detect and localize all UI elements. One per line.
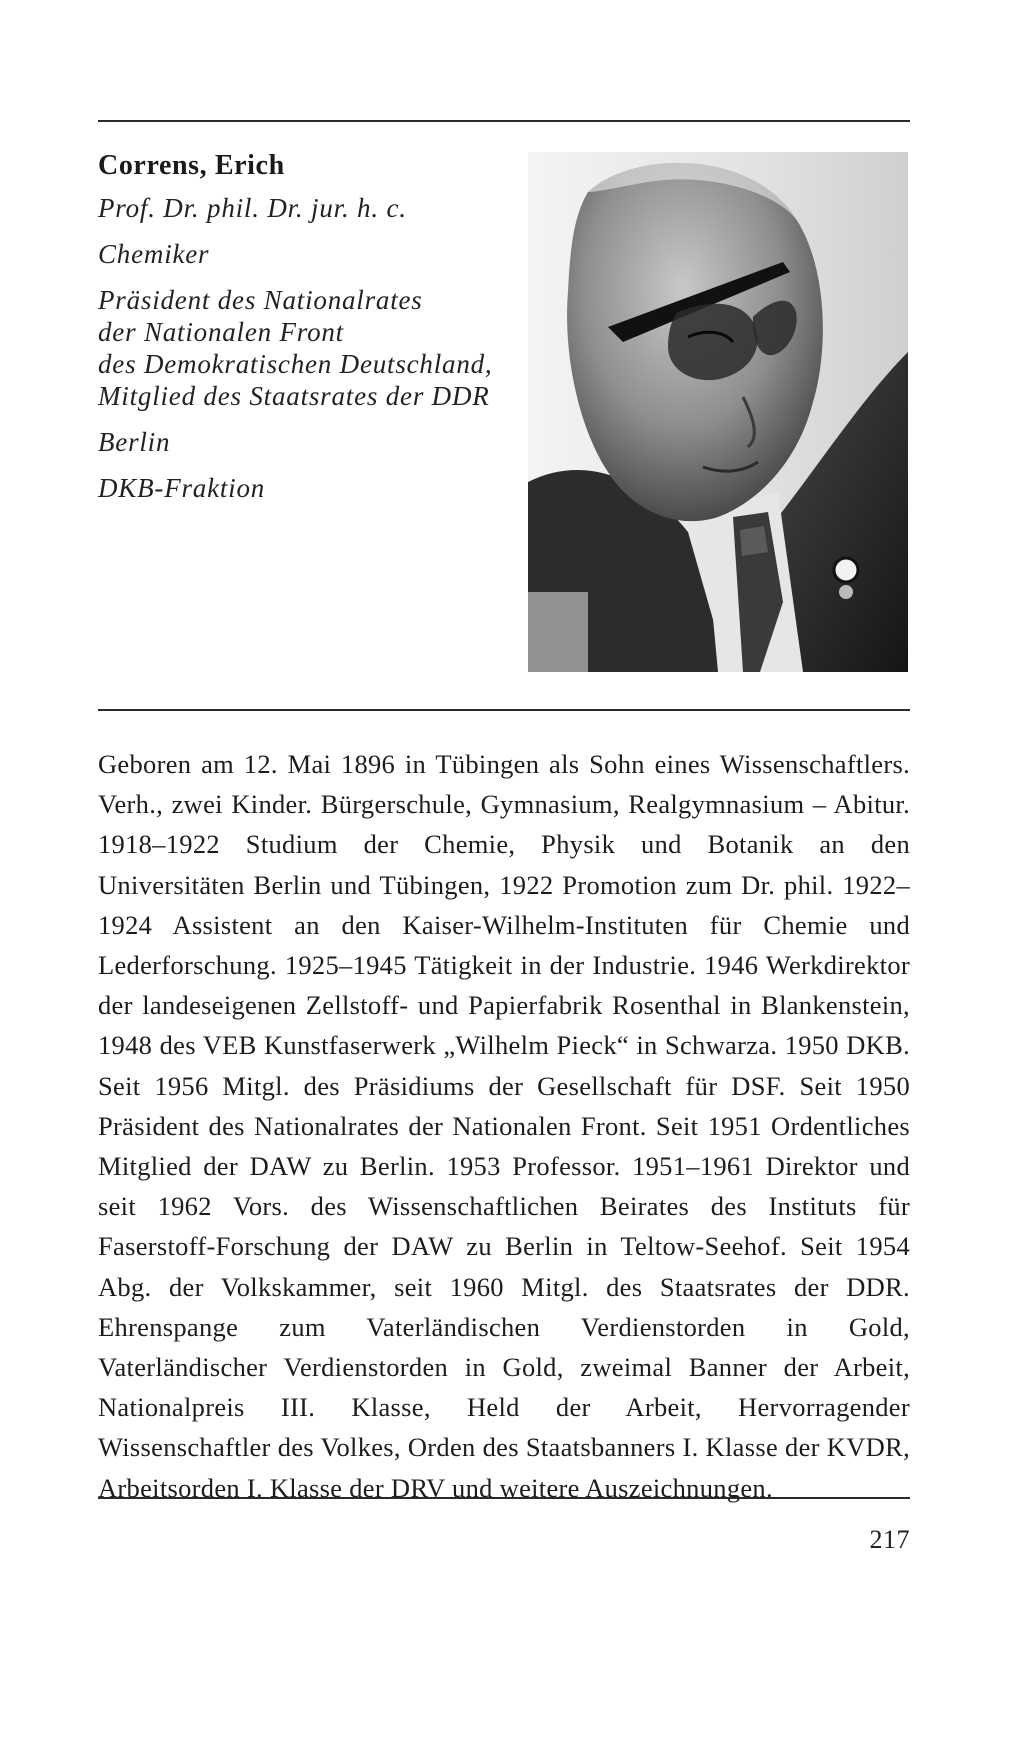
person-name: Correns, Erich (98, 150, 285, 181)
office-line: Präsident des Nationalrates (98, 285, 423, 315)
page-number: 217 (869, 1525, 910, 1554)
section-divider (98, 709, 910, 711)
bottom-divider (98, 1497, 910, 1499)
portrait-photo (528, 152, 908, 672)
biography-text: Geboren am 12. Mai 1896 in Tübingen als Sohn eines Wissenschaftlers. Verh., zwei Kinder. Bürgerschule, Gymnasium, Realgymnasium – Abitur. 1918–1922 Studium der Chemie, Physik und Botanik an den Universitäten Berlin und Tübingen, 1922 Promotion zum Dr. phil. 1922–1924 Assistent an den Kaiser-Wilhelm-Instituten für Chemie und Lederforschung. 1925–1945 Tätigkeit in der Industrie. 1946 Werkdirektor der landeseigenen Zellstoff- und Papierfabrik Rosenthal in Blankenstein, 1948 des VEB Kunstfaserwerk „Wilhelm Pieck“ in Schwarza. 1950 DKB. Seit 1956 Mitgl. des Präsidiums der Gesellschaft für DSF. Seit 1950 Präsident des Nationalrates der Nationalen Front. Seit 1951 Ordentliches Mitglied der DAW zu Berlin. 1953 Professor. 1951–1961 Direktor und seit 1962 Vors. des Wissenschaftlichen Beirates des Instituts für Faserstoff-Forschung der DAW zu Berlin in Teltow-Seehof. Seit 1954 Abg. der Volkskammer, seit 1960 Mitgl. des Staatsrates der DDR. Ehrenspange zum Vaterländischen Verdienstorden in Gold, Vaterländischer Verdienstorden in Gold, zweimal Banner der Arbeit, Nationalpreis III. Klasse, Held der Arbeit, Hervorragender Wissenschaftler des Volkes, Orden des Staatsbanners I. Klasse der KVDR, Arbeitsorden I. Klasse der DRV und weitere Auszeichnungen. (98, 749, 910, 1503)
top-divider (98, 120, 910, 122)
office-line: der Nationalen Front (98, 317, 344, 347)
title-block (98, 192, 492, 504)
residence: Berlin (98, 427, 171, 457)
office-line: des Demokratischen Deutschland, (98, 349, 493, 379)
office-line: Mitglied des Staatsrates der DDR (98, 381, 490, 411)
profession: Chemiker (98, 239, 210, 269)
parliamentary-group: DKB-Fraktion (98, 473, 266, 503)
academic-title: Prof. Dr. phil. Dr. jur. h. c. (98, 193, 407, 223)
